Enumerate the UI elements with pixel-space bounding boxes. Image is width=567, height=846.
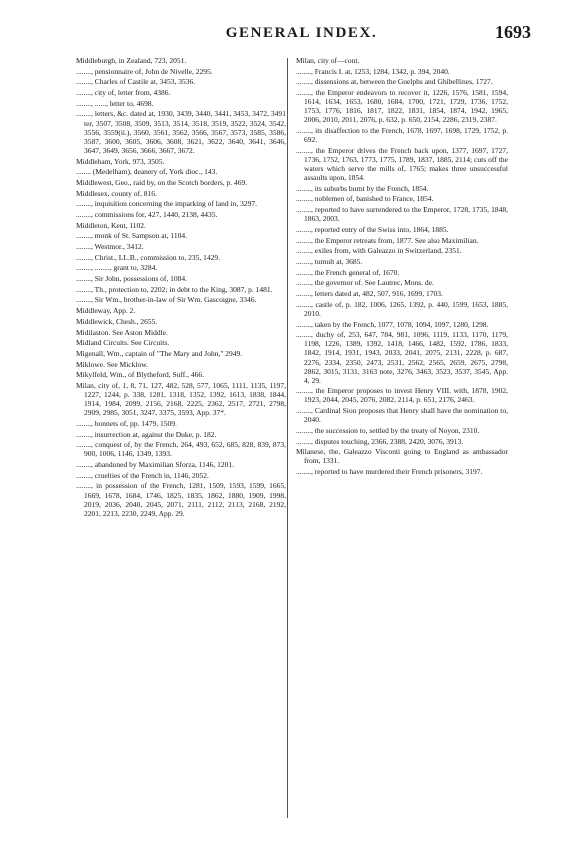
index-entry: ........, reported entry of the Swiss into, 1864, 1885. <box>296 224 449 234</box>
index-entry: ........, exiles from, with Galeazzo in Switzerland, 2351. <box>296 246 462 256</box>
index-entry: Milan, city of—cont. <box>296 56 360 65</box>
index-entry: ........, letters dated at, 482, 507, 916, 1699, 1703. <box>296 289 443 299</box>
index-entry: Middlewest, Geo., raid by, on the Scotch borders, p. 469. <box>76 177 248 187</box>
index-entry: ........, commissions for, 427, 1440, 2138, 4435. <box>76 209 218 219</box>
index-entry: Midland Circuits. See Circuits. <box>76 338 170 348</box>
index-entry: ........, inquisition concerning the imparking of land in, 3297. <box>76 199 258 209</box>
index-entry: Middleham, York, 973, 3505. <box>76 156 165 166</box>
index-entry: ........, monk of St. Sampson at, 1104. <box>76 231 187 241</box>
index-entry: ........, taken by the French, 1077, 1078, 1094, 1097, 1280, 1298. <box>296 319 489 329</box>
index-entry: ........, ......, letter to, 4698. <box>76 98 154 108</box>
index-entry: ........, noblemen of, banished to France, 1854. <box>296 194 434 204</box>
index-entry: Midilaston. See Aston Middle. <box>76 327 168 337</box>
index-entry: ........, ........, grant to, 3284. <box>76 263 158 273</box>
page-number: 1693 <box>495 22 531 42</box>
index-entry: Mikylfeld, Wm., of Blytheford, Suff., 466. <box>76 370 205 380</box>
index-entry: ........ (Medelham), deanery of, York dioc., 143. <box>76 167 218 177</box>
index-entry: ........, city of, letter from, 4386. <box>76 88 171 98</box>
index-entry: ........, duchy of, 253, 647, 784, 981, 1096, 1119, 1133, 1170, 1179, 1198, 1226, 1389, 1392, 1418, 1466, 1482, 1592, 1786, 1833, 1842, 1914, 1931, 1943, 2033, 2041, 2075, 2131, 2228, p. 687, 2276, 2334, 2350, 2473, 2531, 2562, 2565, 2659, 2675, 2798, 2862, 3015, 3131, 3163 note, 3276, 3463, 3523, 3537, 3545, App. 4, 29. <box>296 330 508 385</box>
index-entry: ........, the Emperor drives the French back upon, 1377, 1697, 1727, 1736, 1752, 1763, 1773, 1775, 1789, 1837, 1885, 2114; cuts off the waters which serve the mills of, 1765; makes three unsuccessful assaults upon, 1854. <box>296 145 508 183</box>
page-header <box>72 22 531 44</box>
index-entry: ........, castle of, p. 182, 1006, 1265, 1392, p. 440, 1599, 1653, 1885, 2010. <box>296 299 508 318</box>
index-entry: Middleway, App. 2. <box>76 306 136 316</box>
index-column-left <box>76 56 286 519</box>
index-entry: ........, dissensions at, between the Guelphs and Ghibellines, 1727. <box>296 77 493 87</box>
index-entry: ........, Christ., LL.B., commission to, 235, 1429. <box>76 252 220 262</box>
index-entry: ........, pensionnaire of, John de Nivelle, 2295. <box>76 66 213 76</box>
index-entry: ........, the succession to, settled by the treaty of Noyon, 2310. <box>296 425 480 435</box>
index-entry: ........, bonnets of, pp. 1479, 1509. <box>76 418 177 428</box>
index-entry: ........, Sir John, possessions of, 1084. <box>76 274 188 284</box>
index-entry: ........, tumult at, 3685. <box>296 257 363 266</box>
index-entry: ........, Charles of Castile at, 3453, 3536. <box>76 77 196 87</box>
index-entry: ........, in possession of the French, 1281, 1509, 1593, 1599, 1665, 1669, 1678, 1684, 1746, 1825, 1835, 1862, 1880, 1909, 1998, 2019, 2036, 2040, 2045, 2071, 2111, 2112, 2113, 2168, 2192, 2201, 2213, 2230, 2249, App. 29. <box>76 481 286 518</box>
index-entry: ........, the Emperor endeavors to recover it, 1226, 1576, 1581, 1594, 1614, 1634, 1653, 1680, 1684, 1700, 1721, 1729, 1736, 1752, 1753, 1776, 1816, 1817, 1822, 1831, 1854, 1874, 1942, 1965, 2006, 2010, 2011, 2076, p. 632, p. 650, 2154, 2286, 2319, 2387. <box>296 88 508 125</box>
index-entry: ........, conquest of, by the French, 264, 493, 652, 685, 828, 839, 873, 900, 1006, 1146, 1349, 1393. <box>76 440 286 459</box>
index-entry: ........, Sir Wm., brother-in-law of Sir Wm. Gascoigne, 3346. <box>76 295 257 305</box>
index-entry: ........, abandoned by Maximilian Sforza, 1146, 1201. <box>76 460 235 470</box>
column-divider <box>287 58 288 818</box>
index-entry: Middleton, Kent, 1102. <box>76 220 146 230</box>
index-entry: Middleburgh, in Zealand, 723, 2051. <box>76 56 187 65</box>
index-entry: ........, the governor of. See Lautrec, Mons. de. <box>296 278 434 288</box>
index-entry: Milanese, the, Galeazzo Visconti going to England as ambassador from, 1331. <box>296 447 508 466</box>
index-entry: ........, the Emperor proposes to invest Henry VIII. with, 1878, 1902, 1923, 2044, 2045, 2076, 2082, 2114, p. 651, 2176, 2463. <box>296 386 508 405</box>
index-entry: ........, its disaffection to the French, 1678, 1697, 1698, 1729, 1752, p. 692. <box>296 126 508 145</box>
index-entry: ........, disputes touching, 2366, 2388, 2420, 3076, 3913. <box>296 436 464 446</box>
index-entry: Middlewick, Chesh., 2655. <box>76 316 158 326</box>
index-entry: Milan, city of, 1, 8, 71, 127, 482, 528, 577, 1065, 1111, 1135, 1197, 1227, 1244, p. 338, 1281, 1318, 1352, 1392, 1613, 1838, 1844, 1914, 1984, 2099, 2156, 2168, 2225, 2362, 2517, 2721, 2798, 2909, 2985, 3051, 3247, 3375, 3593, App. 37*. <box>76 380 286 418</box>
index-entry: ........, Th., protection to, 2202; in debt to the King, 3087, p. 1481. <box>76 284 273 294</box>
index-entry: ........, its suburbs burnt by the French, 1854. <box>296 183 429 193</box>
index-column-right <box>296 56 508 478</box>
index-entry: ........, Cardinal Sion proposes that Henry shall have the nomination to, 2040. <box>296 406 508 425</box>
index-entry: ........, the French general of, 1670. <box>296 267 400 277</box>
index-entry: ........, Westmor., 3412. <box>76 242 144 251</box>
index-entry: Miklowe. See Micklow. <box>76 359 149 369</box>
index-entry: Middlesex, county of, 816. <box>76 188 157 198</box>
index-entry: ........, reported to have murdered their French prisoners, 3197. <box>296 467 483 477</box>
index-entry: ........, reported to have surrendered to the Emperor, 1728, 1735, 1848, 1863, 2003. <box>296 205 508 224</box>
index-entry: ........, letters, &c. dated at, 1930, 3439, 3440, 3441, 3453, 3472, 3491 ter, 3507, 3508, 3509, 3513, 3514, 3518, 3519, 3522, 3524, 3542, 3556, 3559(ii.), 3560, 3561, 3562, 3566, 3567, 3573, 3585, 3586, 3587, 3600, 3605, 3606, 3608, 3621, 3622, 3640, 3641, 3646, 3647, 3649, 3656, 3666, 3667, 3672. <box>76 109 286 155</box>
index-entry: ........, Francis I. at, 1253, 1284, 1342, p. 394, 2040. <box>296 66 450 76</box>
index-entry: ........, the Emperor retreats from, 1877. See also Maximilian. <box>296 235 479 245</box>
page-title: GENERAL INDEX. <box>225 25 378 41</box>
index-entry: Migenall, Wm., captain of "The Mary and John," 2949. <box>76 348 243 358</box>
index-entry: ........, cruelties of the French in, 1146, 2052. <box>76 470 209 480</box>
index-entry: ........, insurrection at, against the Duke, p. 182. <box>76 429 217 439</box>
